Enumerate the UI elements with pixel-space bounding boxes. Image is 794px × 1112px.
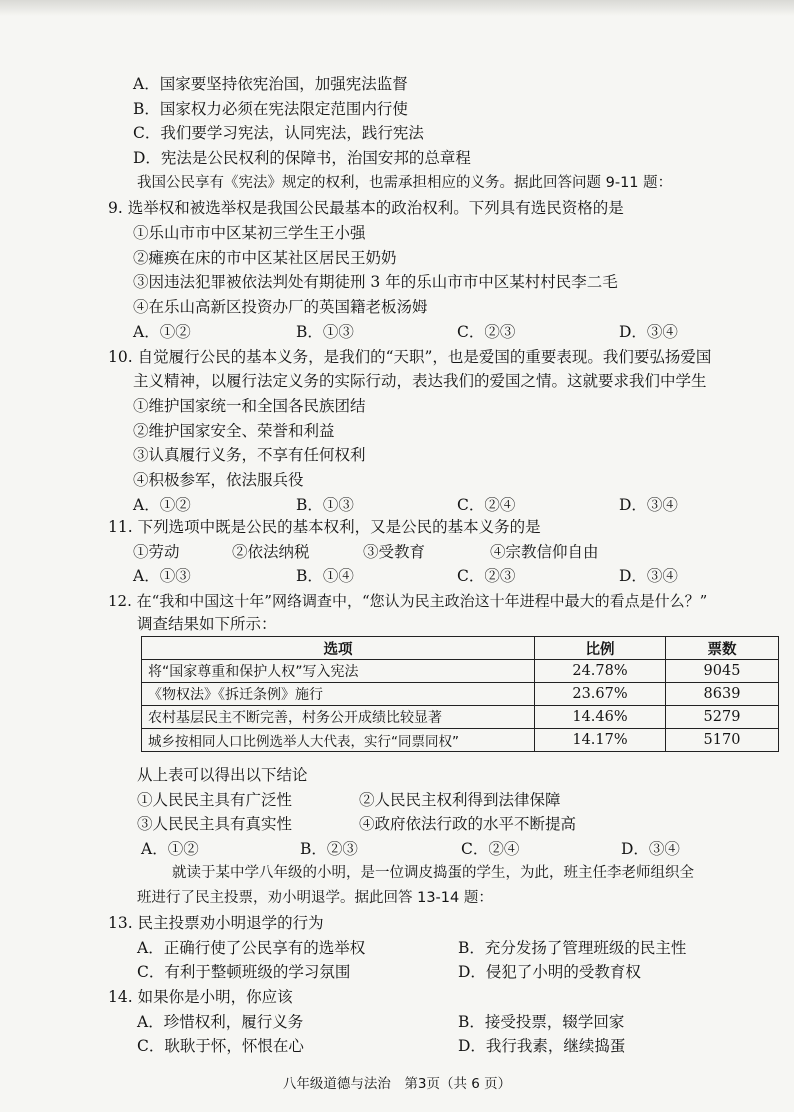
- q10-item-2: ②维护国家安全、荣誉和利益: [133, 422, 335, 440]
- table-row: [142, 683, 779, 706]
- q14-option-d: D．我行我素，继续捣蛋: [458, 1037, 626, 1055]
- q14-option-b: B．接受投票，辍学回家: [458, 1013, 625, 1031]
- q8-option-b: B．国家权力必须在宪法限定范围内行使: [133, 100, 408, 118]
- q11-item-4: ④宗教信仰自由: [490, 543, 599, 561]
- q10-stem-line1: 10. 自觉履行公民的基本义务，是我们的“天职”，也是爱国的重要表现。我们要弘扬爱国: [108, 348, 712, 366]
- q11-item-1: ①劳动: [133, 543, 180, 561]
- intro-9-11: 我国公民享有《宪法》规定的权利，也需承担相应的义务。据此回答问题 9-11 题：: [137, 175, 673, 191]
- q9-item-2: ②瘫痪在床的市中区某社区居民王奶奶: [133, 249, 397, 267]
- row-ratio: 14.17%: [535, 729, 666, 752]
- q12-stem-line2: 调查结果如下所示：: [137, 615, 277, 633]
- q9-stem: 9. 选举权和被选举权是我国公民最基本的政治权利。下列具有选民资格的是: [108, 199, 624, 217]
- table-row: [142, 706, 779, 729]
- q12-item-1: ①人民民主具有广泛性: [137, 791, 293, 809]
- q13-stem: 13. 民主投票劝小明退学的行为: [108, 914, 324, 932]
- q10-option-d: D．③④: [619, 496, 678, 514]
- q12-option-a: A．①②: [141, 840, 199, 858]
- q10-option-c: C．②④: [457, 496, 516, 514]
- q11-option-c: C．②③: [457, 567, 516, 585]
- table-row: [142, 729, 779, 752]
- header-ratio: 比例: [535, 637, 666, 660]
- q9-option-d: D．③④: [619, 323, 678, 341]
- row-ratio: 23.67%: [535, 683, 666, 706]
- q11-option-d: D．③④: [619, 567, 678, 585]
- q9-option-a: A．①②: [133, 323, 191, 341]
- q13-option-a: A．正确行使了公民享有的选举权: [137, 939, 366, 957]
- q11-item-2: ②依法纳税: [232, 543, 310, 561]
- scan-edge: [0, 0, 794, 16]
- row-option: 农村基层民主不断完善，村务公开成绩比较显著: [142, 706, 535, 729]
- intro-13-14-line1: 就读于某中学八年级的小明，是一位调皮捣蛋的学生，为此，班主任李老师组织全: [172, 865, 694, 881]
- row-votes: 9045: [666, 660, 779, 683]
- row-option: 将“国家尊重和保护人权”写入宪法: [142, 660, 535, 683]
- q12-item-2: ②人民民主权利得到法律保障: [359, 791, 561, 809]
- q12-item-3: ③人民民主具有真实性: [137, 815, 293, 833]
- q10-item-4: ④积极参军，依法服兵役: [133, 471, 304, 489]
- q14-option-a: A．珍惜权利，履行义务: [137, 1013, 304, 1031]
- q10-stem-line2: 主义精神，以履行法定义务的实际行动，表达我们的爱国之情。这就要求我们中学生: [133, 372, 707, 390]
- q12-option-d: D．③④: [621, 840, 680, 858]
- row-votes: 5170: [666, 729, 779, 752]
- q8-option-c: C．我们要学习宪法，认同宪法，践行宪法: [133, 124, 424, 142]
- q12-item-4: ④政府依法行政的水平不断提高: [359, 815, 577, 833]
- q9-item-4: ④在乐山高新区投资办厂的英国籍老板汤姆: [133, 298, 428, 316]
- q11-item-3: ③受教育: [363, 543, 426, 561]
- q12-conclusion: 从上表可以得出以下结论: [137, 766, 308, 784]
- q11-option-b: B．①④: [296, 567, 354, 585]
- row-ratio: 24.78%: [535, 660, 666, 683]
- row-votes: 8639: [666, 683, 779, 706]
- header-option: 选项: [142, 637, 535, 660]
- header-votes: 票数: [666, 637, 779, 660]
- q10-item-1: ①维护国家统一和全国各民族团结: [133, 397, 366, 415]
- intro-13-14-line2: 班进行了民主投票，劝小明退学。据此回答 13-14 题：: [137, 890, 493, 906]
- q10-item-3: ③认真履行义务，不享有任何权利: [133, 446, 366, 464]
- table-row: [142, 660, 779, 683]
- q9-option-c: C．②③: [457, 323, 516, 341]
- q13-option-d: D．侵犯了小明的受教育权: [458, 963, 641, 981]
- q13-option-c: C．有利于整顿班级的学习氛围: [137, 963, 351, 981]
- q9-item-1: ①乐山市市中区某初三学生王小强: [133, 224, 366, 242]
- q13-option-b: B．充分发扬了管理班级的民主性: [458, 939, 687, 957]
- q12-option-c: C．②④: [461, 840, 520, 858]
- q10-option-a: A．①②: [133, 496, 191, 514]
- q9-option-b: B．①③: [296, 323, 354, 341]
- q8-option-a: A．国家要坚持依宪治国，加强宪法监督: [133, 75, 408, 93]
- q11-stem: 11. 下列选项中既是公民的基本权利，又是公民的基本义务的是: [108, 518, 541, 536]
- row-votes: 5279: [666, 706, 779, 729]
- q14-stem: 14. 如果你是小明，你应该: [108, 988, 293, 1006]
- q14-option-c: C．耿耿于怀，怀恨在心: [137, 1037, 304, 1055]
- table-header-row: [142, 637, 779, 660]
- q10-option-b: B．①③: [296, 496, 354, 514]
- row-ratio: 14.46%: [535, 706, 666, 729]
- q12-option-b: B．②③: [300, 840, 358, 858]
- row-option: 城乡按相同人口比例选举人大代表，实行“同票同权”: [142, 729, 535, 752]
- row-option: 《物权法》《拆迁条例》施行: [142, 683, 535, 706]
- q9-item-3: ③因违法犯罪被依法判处有期徒刑 3 年的乐山市市中区某村村民李二毛: [133, 273, 618, 291]
- q11-option-a: A．①③: [133, 567, 191, 585]
- q8-option-d: D．宪法是公民权利的保障书，治国安邦的总章程: [133, 149, 471, 167]
- q12-stem: 12. 在“我和中国这十年”网络调查中，“您认为民主政治这十年进程中最大的看点是什么？”: [108, 592, 708, 610]
- page-footer: 八年级道德与法治 第3页（共 6 页）: [282, 1076, 512, 1092]
- survey-table: [141, 636, 779, 752]
